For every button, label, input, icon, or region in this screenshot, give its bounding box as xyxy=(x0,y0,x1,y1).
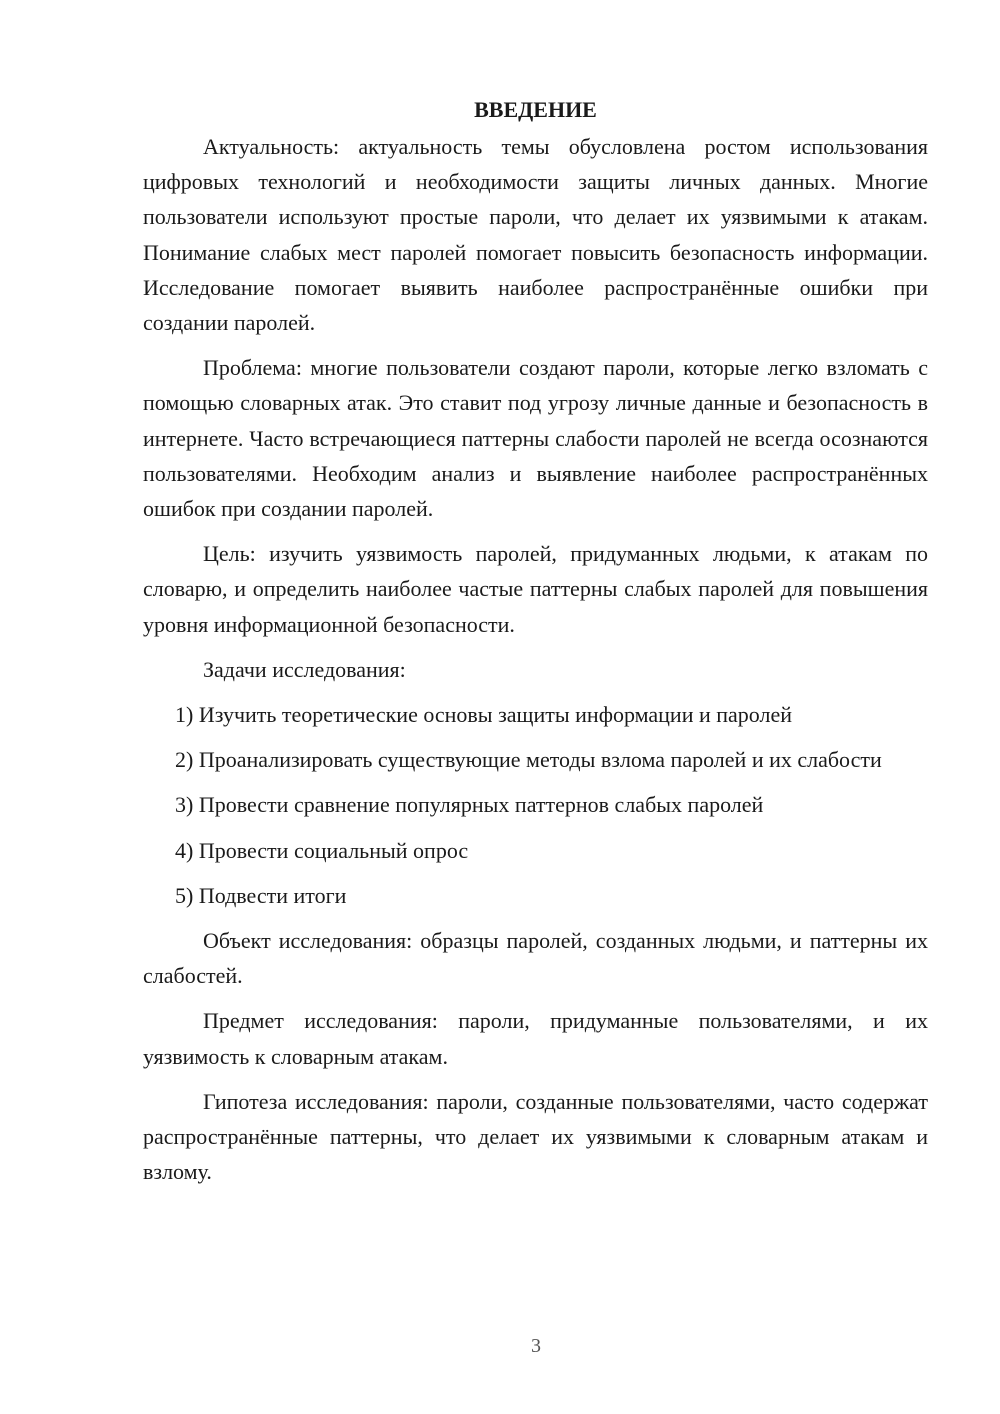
task-item-1: 1) Изучить теоретические основы защиты информации и паролей xyxy=(175,702,793,728)
paragraph-problem: Проблема: многие пользователи создают пароли, которые легко взломать с помощью словарных атак. Это ставит под угрозу личные данные и безопасность в интернете. Часто встречающиеся паттерны слабости паролей не всегда осознаются пользователями. Необходим анализ и выявление наиболее распространённых ошибок при создании паролей. xyxy=(143,355,928,522)
paragraph-tasks-heading: Задачи исследования: xyxy=(203,656,406,682)
task-item-2: 2) Проанализировать существующие методы взлома паролей и их слабости xyxy=(175,747,882,773)
paragraph-goal: Цель: изучить уязвимость паролей, придуманных людьми, к атакам по словарю, и определить наиболее частые паттерны слабых паролей для повышения уровня информационной безопасности. xyxy=(143,541,928,637)
paragraph-hypothesis: Гипотеза исследования: пароли, созданные пользователями, часто содержат распространённые паттерны, что делает их уязвимыми к словарным атакам и взлому. xyxy=(143,1088,928,1185)
section-title: ВВЕДЕНИЕ xyxy=(474,97,597,122)
paragraph-relevance: Актуальность: актуальность темы обусловлена ростом использования цифровых технологий и необходимости защиты личных данных. Многие пользователи используют простые пароли, что делает их уязвимыми к атакам. Понимание слабых мест паролей помогает повысить безопасность информации. Исследование помогает выявить наиболее распространённые ошибки при создании паролей. xyxy=(143,134,928,336)
task-item-3: 3) Провести сравнение популярных паттернов слабых паролей xyxy=(175,792,764,818)
task-item-5: 5) Подвести итоги xyxy=(175,882,347,908)
page-content xyxy=(143,92,928,1199)
task-item-4: 4) Провести социальный опрос xyxy=(175,837,469,863)
paragraph-object: Объект исследования: образцы паролей, созданных людьми, и паттерны их слабостей. xyxy=(143,928,928,989)
paragraph-subject: Предмет исследования: пароли, придуманные пользователями, и их уязвимость к словарным атакам. xyxy=(143,1008,928,1069)
page-number: 3 xyxy=(531,1335,541,1357)
